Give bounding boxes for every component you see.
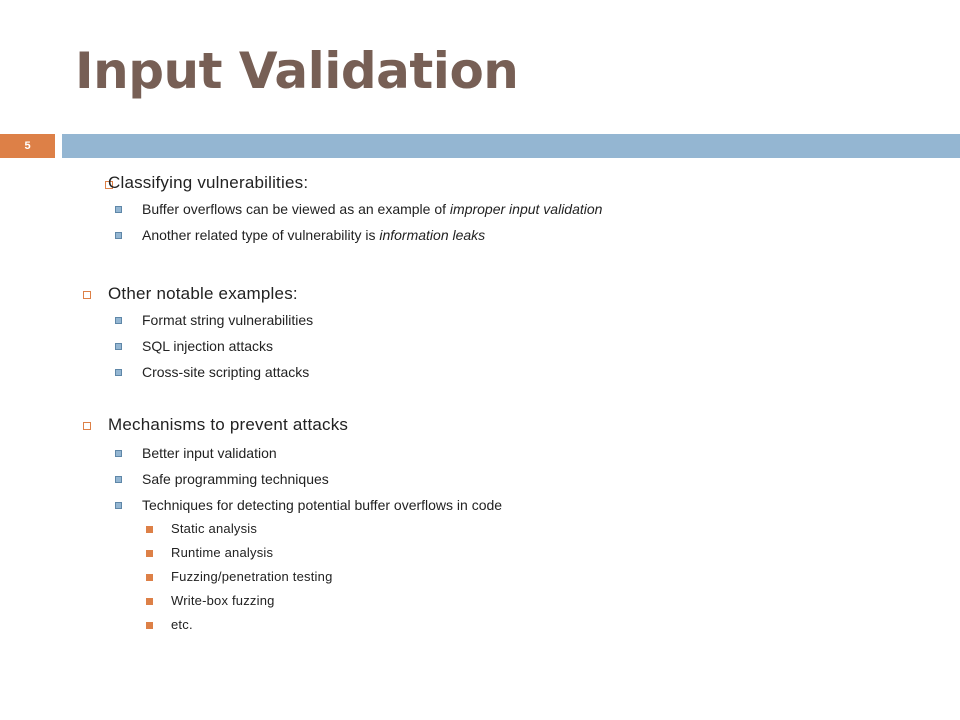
orange-square-bullet-icon <box>146 622 153 629</box>
bullet-level-3: etc. <box>171 617 193 632</box>
bullet-level-2: Better input validation <box>142 445 277 461</box>
orange-square-bullet-icon <box>146 550 153 557</box>
bullet-level-3: Static analysis <box>171 521 258 536</box>
bullet-level-1: Classifying vulnerabilities: <box>108 173 309 192</box>
filled-square-bullet-icon <box>115 369 122 376</box>
filled-square-bullet-icon <box>115 206 122 213</box>
filled-square-bullet-icon <box>115 450 122 457</box>
bullet-level-2: Another related type of vulnerability is information leaks <box>142 227 486 243</box>
bullet-level-2: Format string vulnerabilities <box>142 312 314 328</box>
bullet-level-3: Write-box fuzzing <box>171 593 275 608</box>
filled-square-bullet-icon <box>115 343 122 350</box>
bullet-level-2: Cross-site scripting attacks <box>142 364 310 380</box>
filled-square-bullet-icon <box>115 476 122 483</box>
bullet-level-1: Other notable examples: <box>108 284 298 303</box>
hollow-square-bullet-icon <box>83 422 91 430</box>
filled-square-bullet-icon <box>115 317 122 324</box>
bullet-level-2: SQL injection attacks <box>142 338 273 354</box>
hollow-square-bullet-icon <box>83 291 91 299</box>
bullet-level-1: Mechanisms to prevent attacks <box>108 415 349 434</box>
bullet-level-2: Techniques for detecting potential buffer overflows in code <box>142 497 503 513</box>
orange-square-bullet-icon <box>146 598 153 605</box>
filled-square-bullet-icon <box>115 232 122 239</box>
bullet-level-3: Runtime analysis <box>171 545 274 560</box>
bullet-level-2: Buffer overflows can be viewed as an example of improper input validation <box>142 201 603 217</box>
slide-title: Input Validation <box>75 42 519 100</box>
filled-square-bullet-icon <box>115 502 122 509</box>
orange-square-bullet-icon <box>146 574 153 581</box>
slide-number: 5 <box>0 134 55 158</box>
bullet-level-2: Safe programming techniques <box>142 471 329 487</box>
orange-square-bullet-icon <box>146 526 153 533</box>
bullet-level-3: Fuzzing/penetration testing <box>171 569 333 584</box>
